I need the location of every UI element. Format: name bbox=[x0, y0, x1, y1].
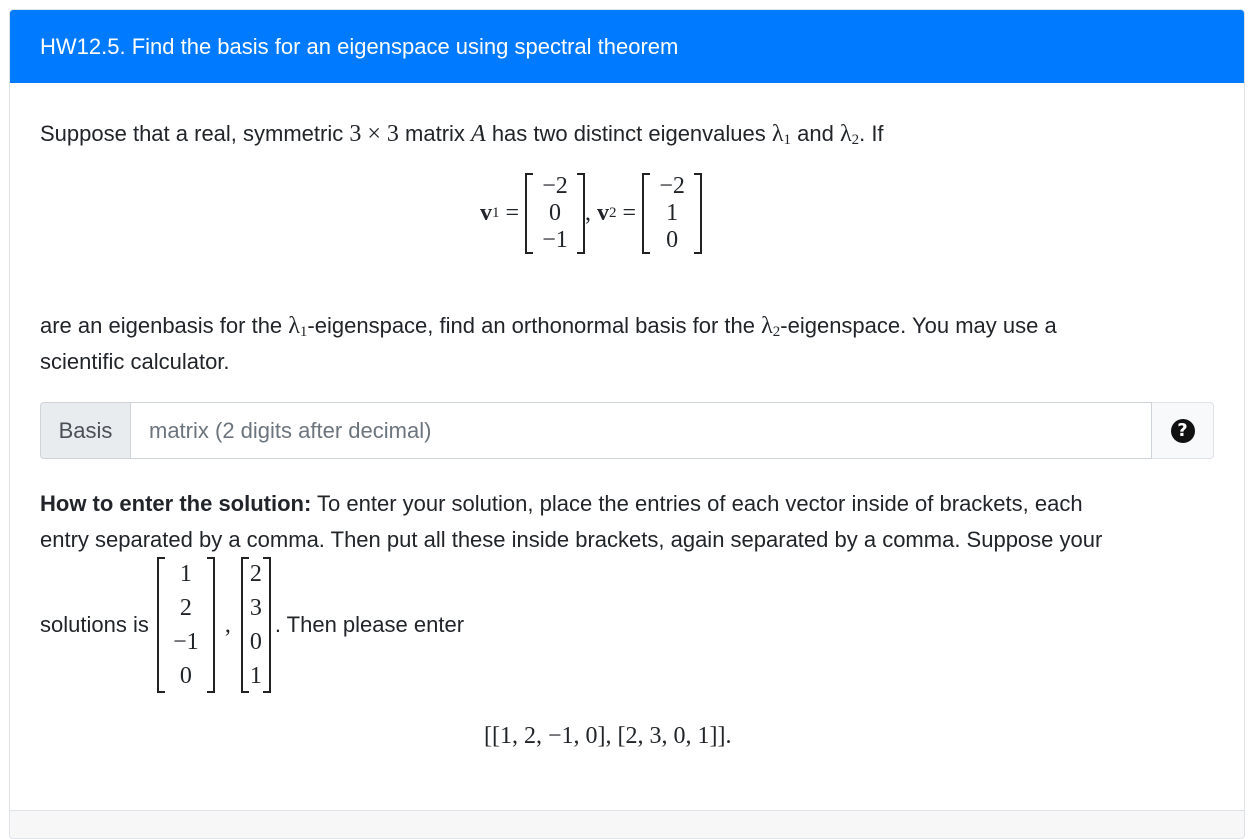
problem-description: are an eigenbasis for the $\lambda_1$-eigenspace, find an orthonormal basis for the $\lambda_2$-eigenspace. You may use a bbox=[40, 313, 1057, 340]
question-card bbox=[9, 9, 1245, 839]
v2-matrix: −2 1 0 bbox=[642, 173, 702, 254]
problem-description-cont: scientific calculator. bbox=[40, 349, 230, 374]
question-circle-icon: ? bbox=[1171, 419, 1195, 443]
question-header bbox=[10, 10, 1244, 83]
basis-input[interactable] bbox=[130, 402, 1152, 459]
example-entry: [[1, 2, −1, 0], [2, 3, 0, 1]]. bbox=[484, 723, 732, 749]
problem-intro: Suppose that a real, symmetric 3 × 3 matrix A has two distinct eigenvalues $\lambda_1$ and $\lambda_2$. If bbox=[40, 121, 884, 148]
eigenvector-equation: v 1 = −2 0 −1 , v 2 = −2 1 0 bbox=[480, 173, 702, 254]
basis-label: Basis bbox=[40, 402, 130, 459]
v1-matrix: −2 0 −1 bbox=[525, 173, 585, 254]
instructions-line-1: How to enter the solution: To enter your solution, place the entries of each vector inside of brackets, each bbox=[40, 491, 1083, 516]
example-row: solutions is 1 2 −1 0 , 2 3 0 1 . Then please enter bbox=[40, 557, 464, 693]
example-v1-matrix: 1 2 −1 0 bbox=[157, 557, 215, 693]
help-button[interactable] bbox=[1152, 402, 1214, 459]
card-footer bbox=[10, 810, 1244, 839]
instructions-line-2: entry separated by a comma. Then put all these inside brackets, again separated by a comma. Suppose your bbox=[40, 527, 1103, 552]
answer-input-group bbox=[40, 402, 1214, 459]
example-v2-matrix: 2 3 0 1 bbox=[241, 557, 271, 693]
question-title: HW12.5. Find the basis for an eigenspace using spectral theorem bbox=[40, 33, 679, 59]
